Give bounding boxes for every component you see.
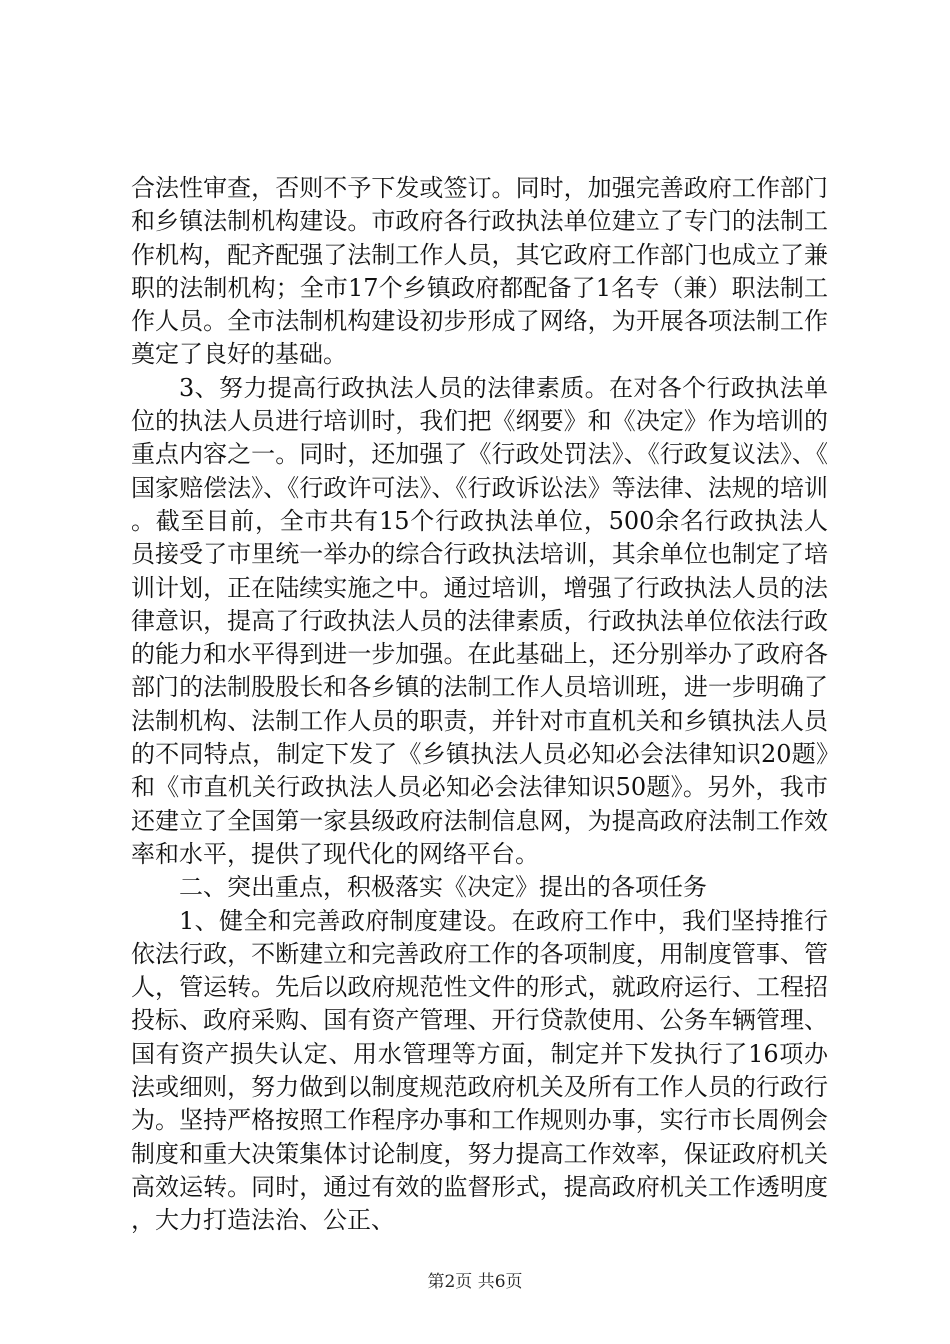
paragraph-system-building: 1、健全和完善政府制度建设。在政府工作中，我们坚持推行依法行政，不断建立和完善政府工作的各项制度，用制度管事、管人，管运转。先后以政府规范性文件的形式，就政府运行、工程招投标、政府采购、国有资产管理、开行贷款使用、公务车辆管理、国有资产损失认定、用水管理等方面，制定并下发执行了16项办法或细则，努力做到以制度规范政府机关及所有工作人员的行政行为。坚持严格按照工作程序办事和工作规则办事，实行市长周例会制度和重大决策集体讨论制度，努力提高工作效率，保证政府机关高效运转。同时，通过有效的监督形式，提高政府机关工作透明度，大力打造法治、公正、 bbox=[131, 906, 828, 1235]
paragraph-legal-training: 3、努力提高行政执法人员的法律素质。在对各个行政执法单位的执法人员进行培训时，我们把《纲要》和《决定》作为培训的重点内容之一。同时，还加强了《行政处罚法》、《行政复议法》、《国家赔偿法》、《行政许可法》、《行政诉讼法》等法律、法规的培训。截至目前，全市共有15个行政执法单位，500余名行政执法人员接受了市里统一举办的综合行政执法培训，其余单位也制定了培训计划，正在陆续实施之中。通过培训，增强了行政执法人员的法律意识，提高了行政执法人员的法律素质，行政执法单位依法行政的能力和水平得到进一步加强。在此基础上，还分别举办了政府各部门的法制股股长和各乡镇的法制工作人员培训班，进一步明确了法制机构、法制工作人员的职责，并针对市直机关和乡镇执法人员的不同特点，制定下发了《乡镇执法人员必知必会法律知识20题》和《市直机关行政执法人员必知必会法律知识50题》。另外，我市还建立了全国第一家县级政府法制信息网，为提高政府法制工作效率和水平，提供了现代化的网络平台。 bbox=[131, 373, 828, 868]
page-number-footer: 第2页 共6页 bbox=[427, 1272, 523, 1292]
section-heading-two: 二、突出重点，积极落实《决定》提出的各项任务 bbox=[179, 873, 707, 902]
paragraph-continuation: 合法性审查，否则不予下发或签订。同时，加强完善政府工作部门和乡镇法制机构建设。市政府各行政执法单位建立了专门的法制工作机构，配齐配强了法制工作人员，其它政府工作部门也成立了兼职的法制机构；全市17个乡镇政府都配备了1名专（兼）职法制工作人员。全市法制机构建设初步形成了网络，为开展各项法制工作奠定了良好的基础。 bbox=[131, 174, 828, 369]
document-body bbox=[131, 172, 828, 1238]
